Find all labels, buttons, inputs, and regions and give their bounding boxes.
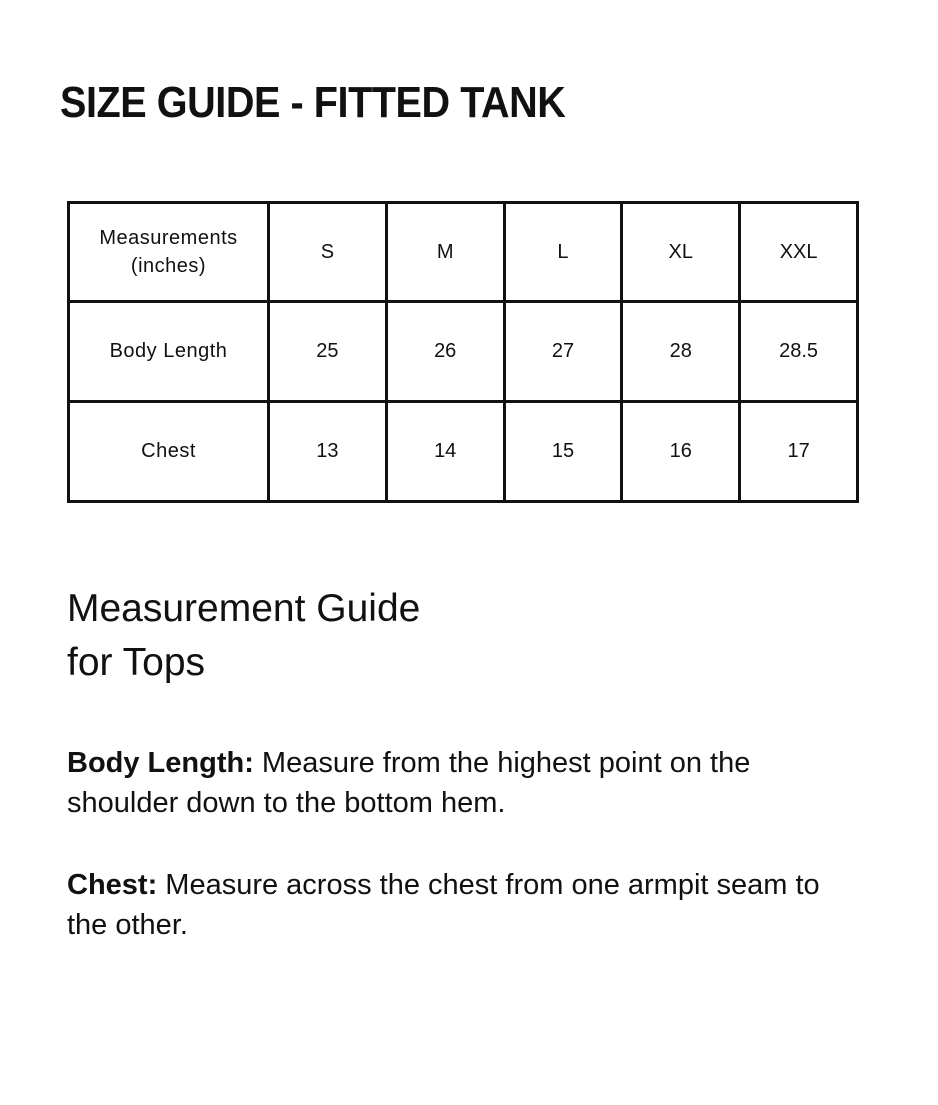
table-row-chest [69, 402, 858, 502]
size-header-xl: XL [622, 203, 740, 302]
row-label-body-length: Body Length [69, 302, 269, 402]
guide-text-chest: Measure across the chest from one armpit seam to the other. [67, 869, 820, 941]
size-header-l: L [504, 203, 622, 302]
table-cell: 27 [504, 302, 622, 402]
table-cell: 28.5 [740, 302, 858, 402]
guide-term-body-length: Body Length: [67, 747, 254, 779]
table-cell: 14 [386, 402, 504, 502]
table-header-row [69, 203, 858, 302]
row-label-chest: Chest [69, 402, 269, 502]
guide-item-body-length [67, 743, 867, 823]
measurements-header-label: Measurements [99, 227, 238, 249]
size-header-m: M [386, 203, 504, 302]
guide-heading-line2: for Tops [67, 641, 206, 684]
measurements-unit-label: (inches) [130, 255, 207, 277]
measurement-guide-heading [67, 582, 420, 690]
table-cell: 17 [740, 402, 858, 502]
guide-heading-line1: Measurement Guide [67, 587, 421, 630]
measurements-header-cell [69, 203, 269, 302]
table-cell: 25 [269, 302, 387, 402]
guide-term-chest: Chest: [67, 869, 158, 901]
table-cell: 15 [504, 402, 622, 502]
size-chart-table [67, 201, 859, 503]
table-cell: 13 [269, 402, 387, 502]
guide-text-body-length: Measure from the highest point on the shoulder down to the bottom hem. [67, 747, 751, 819]
table-cell: 26 [386, 302, 504, 402]
size-header-s: S [269, 203, 387, 302]
table-cell: 16 [622, 402, 740, 502]
table-cell: 28 [622, 302, 740, 402]
table-row-body-length [69, 302, 858, 402]
guide-item-chest [67, 865, 867, 945]
size-header-xxl: XXL [740, 203, 858, 302]
page-title: SIZE GUIDE - FITTED TANK [60, 78, 566, 127]
